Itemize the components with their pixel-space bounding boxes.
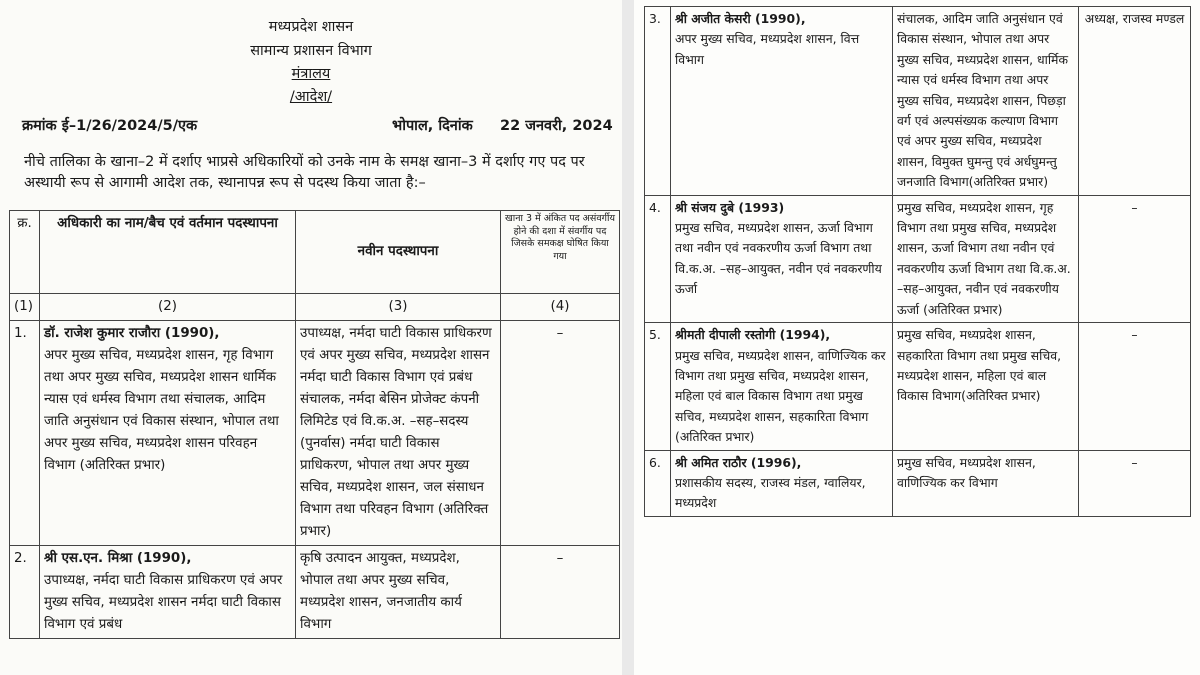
cadre-equivalent: अध्यक्ष, राजस्व मण्डल xyxy=(1079,7,1191,196)
table-row xyxy=(645,323,1191,450)
cadre-equivalent: – xyxy=(501,321,620,546)
header-new-posting: नवीन पदस्थापना xyxy=(296,211,501,294)
cadre-equivalent: – xyxy=(1079,450,1191,516)
table-row xyxy=(645,195,1191,322)
new-posting: कृषि उत्पादन आयुक्त, मध्यप्रदेश, भोपाल तथा अपर मुख्य सचिव, मध्यप्रदेश शासन, जनजातीय कार्य विभाग xyxy=(296,546,501,639)
officer-name: श्री अमित राठौर (1996), xyxy=(675,454,802,470)
order-title: /आदेश/ xyxy=(289,89,333,105)
colnum-1: (1) xyxy=(10,294,40,321)
govt-name: मध्यप्रदेश शासन xyxy=(268,19,354,35)
department-name: सामान्य प्रशासन विभाग xyxy=(250,43,372,59)
cadre-equivalent: – xyxy=(501,546,620,639)
serial-number: 1. xyxy=(10,321,40,546)
place-date-label: भोपाल, दिनांक xyxy=(392,118,473,134)
current-posting: उपाध्यक्ष, नर्मदा घाटी विकास प्राधिकरण एवं अपर मुख्य सचिव, मध्यप्रदेश शासन नर्मदा घाटी विकास विभाग एवं प्रबंध xyxy=(44,573,283,632)
current-posting: प्रशासकीय सदस्य, राजस्व मंडल, ग्वालियर, मध्यप्रदेश xyxy=(675,474,866,511)
new-posting: उपाध्यक्ष, नर्मदा घाटी विकास प्राधिकरण एवं अपर मुख्य सचिव, मध्यप्रदेश शासन नर्मदा घाटी विकास विभाग एवं प्रबंध संचालक, नर्मदा बेसिन प्रोजेक्ट कंपनी लिमिटेड एवं वि.क.अ. –सह–सदस्य (पुनर्वास) नर्मदा घाटी विकास प्राधिकरण, भोपाल तथा अपर मुख्य सचिव, मध्यप्रदेश शासन, जल संसाधन विभाग तथा परिवहन विभाग (अतिरिक्त प्रभार) xyxy=(296,321,501,546)
header-serial: क्र. xyxy=(10,211,40,294)
serial-number: 6. xyxy=(645,450,671,516)
table-header-row xyxy=(10,211,620,294)
order-date: 22 जनवरी, 2024 xyxy=(500,118,613,134)
colnum-2: (2) xyxy=(40,294,296,321)
serial-number: 2. xyxy=(10,546,40,639)
colnum-4: (4) xyxy=(501,294,620,321)
order-number: क्रमांक ई–1/26/2024/5/एक xyxy=(22,118,198,134)
new-posting: संचालक, आदिम जाति अनुसंधान एवं विकास संस्थान, भोपाल तथा अपर मुख्य सचिव, मध्यप्रदेश शासन, धार्मिक न्यास एवं धर्मस्व विभाग तथा अपर मुख्य सचिव, मध्यप्रदेश शासन, पिछड़ा वर्ग एवं अल्पसंख्यक कल्याण विभाग एवं अपर मुख्य सचिव, मध्यप्रदेश शासन, विमुक्त घुमन्तु एवं अर्धघुमन्तु जनजाति विभाग(अतिरिक्त प्रभार) xyxy=(893,7,1079,196)
column-number-row xyxy=(10,294,620,321)
current-posting: प्रमुख सचिव, मध्यप्रदेश शासन, वाणिज्यिक कर विभाग तथा प्रमुख सचिव, मध्यप्रदेश शासन, महिला एवं बाल विकास विभाग तथा प्रमुख सचिव, मध्यप्रदेश शासन, सहकारिता विभाग (अतिरिक्त प्रभार) xyxy=(675,347,886,445)
cadre-equivalent: – xyxy=(1079,195,1191,322)
new-posting: प्रमुख सचिव, मध्यप्रदेश शासन, सहकारिता विभाग तथा प्रमुख सचिव, मध्यप्रदेश शासन, महिला एवं बाल विकास विभाग(अतिरिक्त प्रभार) xyxy=(893,323,1079,450)
posting-table-left xyxy=(9,210,620,639)
colnum-3: (3) xyxy=(296,294,501,321)
serial-number: 3. xyxy=(645,7,671,196)
intro-paragraph: नीचे तालिका के खाना–2 में दर्शाए भाप्रसे अधिकारियों को उनके नाम के समक्ष खाना–3 में दर्शाए गए पद पर अस्थायी रूप से आगामी आदेश तक, स्थानापन्न रूप से पदस्थ किया जाता है:– xyxy=(24,154,585,191)
right-document-page xyxy=(634,0,1200,675)
table-row xyxy=(10,546,620,639)
table-row xyxy=(10,321,620,546)
officer-name: श्री संजय दुबे (1993) xyxy=(675,199,785,215)
ministry-name: मंत्रालय xyxy=(291,66,331,82)
posting-table-right xyxy=(644,6,1191,517)
officer-name: श्रीमती दीपाली रस्तोगी (1994), xyxy=(675,327,831,343)
cadre-equivalent: – xyxy=(1079,323,1191,450)
new-posting: प्रमुख सचिव, मध्यप्रदेश शासन, वाणिज्यिक कर विभाग xyxy=(893,450,1079,516)
current-posting: अपर मुख्य सचिव, मध्यप्रदेश शासन, गृह विभाग तथा अपर मुख्य सचिव, मध्यप्रदेश शासन धार्मिक न्यास एवं धर्मस्व विभाग तथा संचालक, आदिम जाति अनुसंधान एवं विकास संस्थान, भोपाल तथा अपर मुख्य सचिव, मध्यप्रदेश शासन परिवहन विभाग (अतिरिक्त प्रभार) xyxy=(44,348,279,473)
officer-name: श्री अजीत केसरी (1990), xyxy=(675,11,806,26)
new-posting: प्रमुख सचिव, मध्यप्रदेश शासन, गृह विभाग तथा प्रमुख सचिव, मध्यप्रदेश शासन, ऊर्जा विभाग तथा नवीन एवं नवकरणीय ऊर्जा विभाग तथा वि.क.अ. –सह–आयुक्त, नवीन एवं नवकरणीय ऊर्जा (अतिरिक्त प्रभार) xyxy=(893,195,1079,322)
header-cadre-post: खाना 3 में अंकित पद असंवर्गीय होने की दशा में संवर्गीय पद जिसके समकक्ष घोषित किया गया xyxy=(501,211,620,294)
officer-name: डॉ. राजेश कुमार राजौरा (1990), xyxy=(44,326,220,341)
header-officer: अधिकारी का नाम/बैच एवं वर्तमान पदस्थापना xyxy=(40,211,296,294)
current-posting: प्रमुख सचिव, मध्यप्रदेश शासन, ऊर्जा विभाग तथा नवीन एवं नवकरणीय ऊर्जा विभाग तथा वि.क.अ. –सह–आयुक्त, नवीन एवं नवकरणीय ऊर्जा xyxy=(675,220,882,297)
current-posting: अपर मुख्य सचिव, मध्यप्रदेश शासन, वित्त विभाग xyxy=(675,31,860,67)
serial-number: 4. xyxy=(645,195,671,322)
table-row xyxy=(645,7,1191,196)
serial-number: 5. xyxy=(645,323,671,450)
officer-name: श्री एस.एन. मिश्रा (1990), xyxy=(44,551,192,566)
table-row xyxy=(645,450,1191,516)
